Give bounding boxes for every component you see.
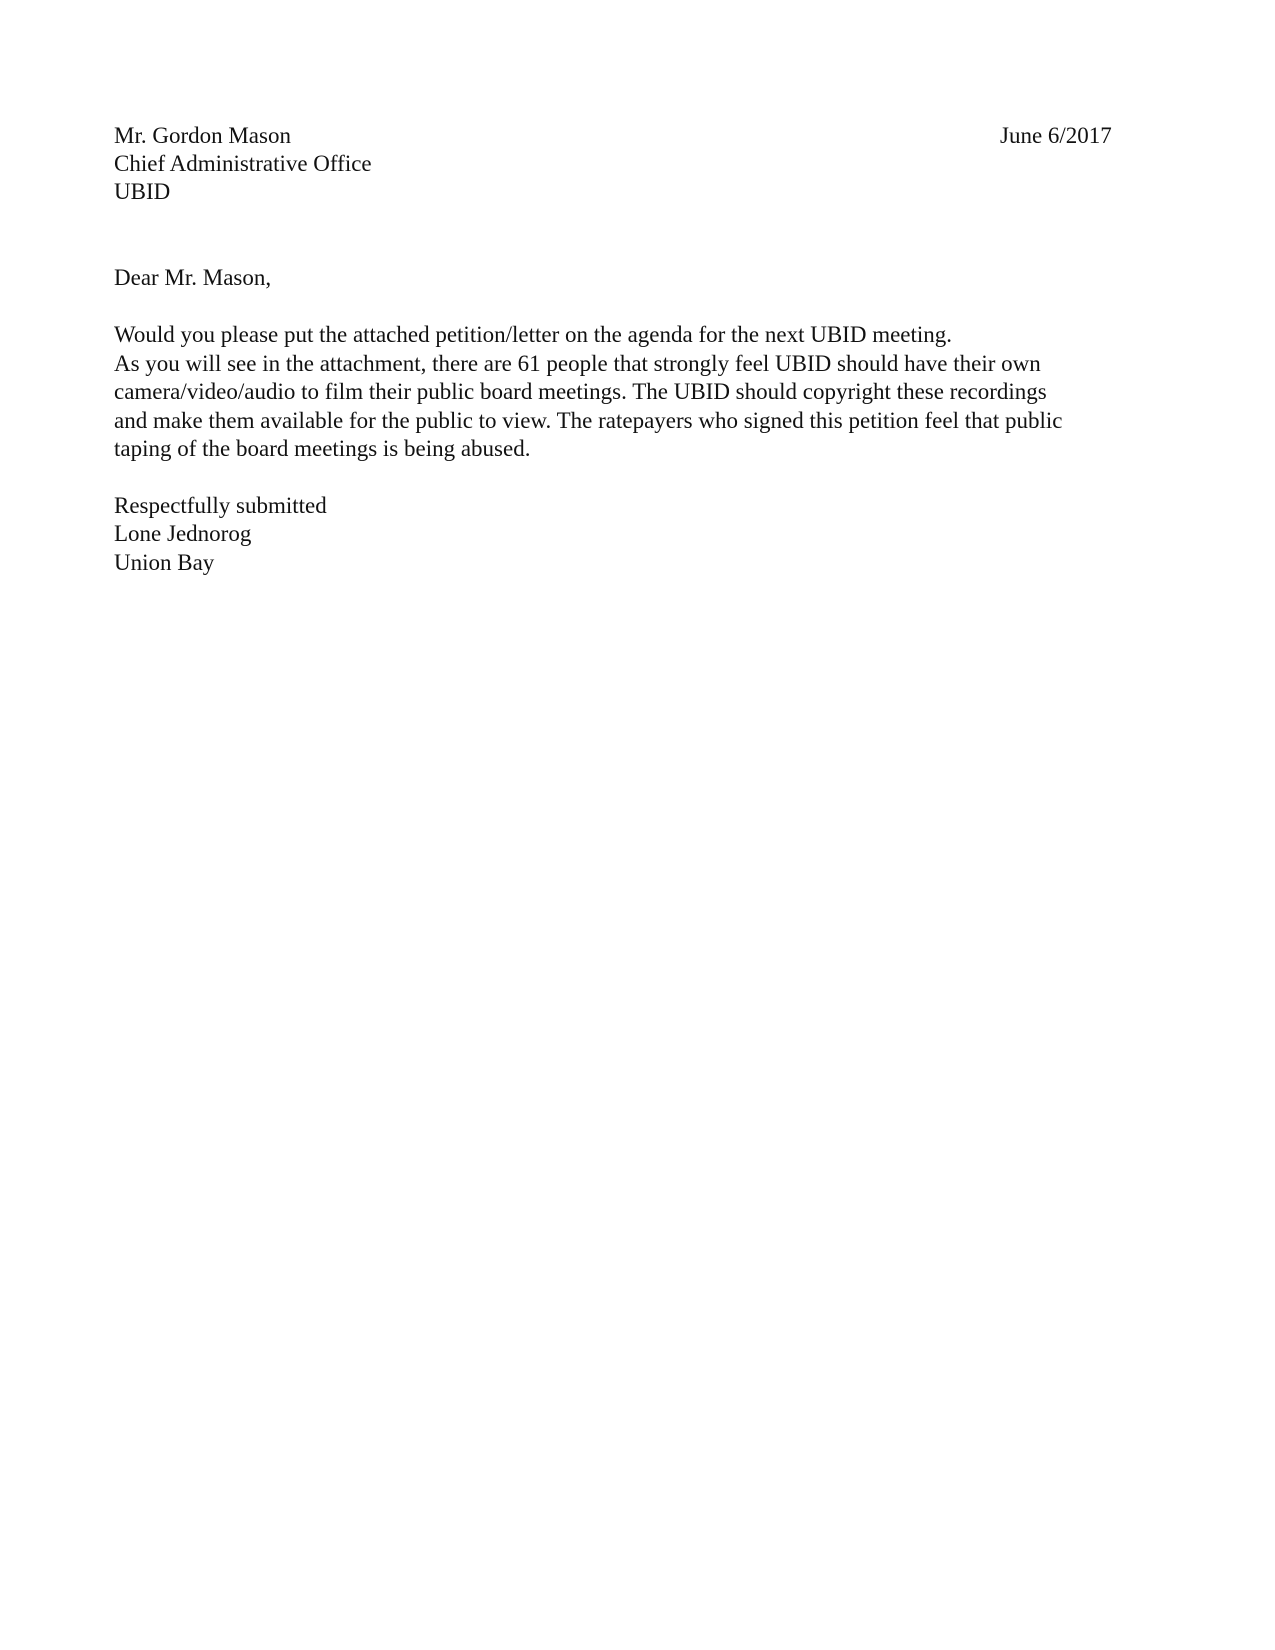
recipient-name: Mr. Gordon Mason — [114, 123, 291, 148]
recipient-title: Chief Administrative Office — [114, 151, 372, 176]
recipient-organization: UBID — [114, 179, 171, 204]
letter-date: June 6/2017 — [1000, 123, 1112, 148]
signer-location: Union Bay — [114, 550, 215, 575]
body-line: and make them available for the public to view. The ratepayers who signed this petition feel that public — [114, 407, 1063, 433]
body-line: Would you please put the attached petition/letter on the agenda for the next UBID meeting. — [114, 322, 953, 347]
salutation: Dear Mr. Mason, — [114, 265, 272, 290]
body-line: As you will see in the attachment, there are 61 people that strongly feel UBID should have their own — [114, 350, 1041, 376]
body-line: taping of the board meetings is being abused. — [114, 436, 531, 462]
signer-name: Lone Jednorog — [114, 521, 252, 546]
body-line: camera/video/audio to film their public board meetings. The UBID should copyright these recordings — [114, 379, 1047, 405]
letter-body — [114, 321, 1174, 464]
closing: Respectfully submitted — [114, 493, 327, 518]
